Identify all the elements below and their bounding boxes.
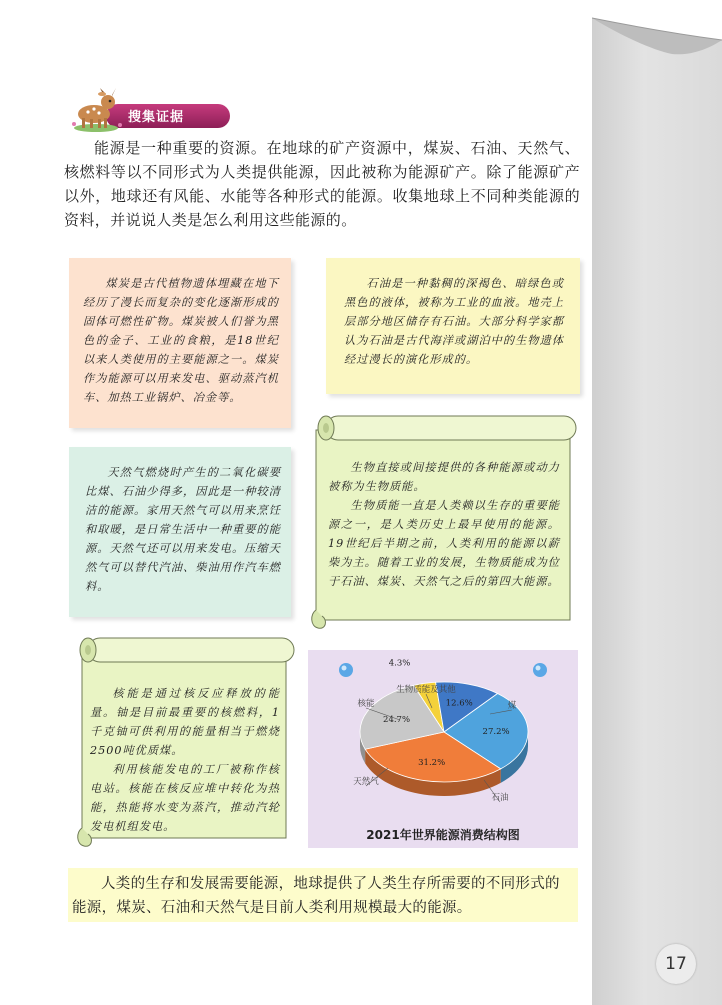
bubble-highlight-icon [342, 666, 347, 671]
pie-category-label: 生物质能及其他 [396, 685, 456, 695]
nuclear-text-1: 核能是通过核反应释放的能量。铀是目前最重要的核燃料，1千克铀可供利用的能量相当于燃烧2500吨优质煤。 [90, 687, 280, 757]
nuclear-note [90, 684, 280, 836]
coal-note [83, 274, 279, 407]
pie-category-label: 核能 [357, 699, 375, 709]
oil-text: 石油是一种黏稠的深褐色、暗绿色或黑色的液体，被称为工业的血液。地壳上层部分地区储存有石油。大部分科学家都认为石油是古代海洋或湖泊中的生物遗体经过漫长的演化形成的。 [344, 277, 564, 366]
pie-value-label: 4.3% [388, 658, 411, 669]
gas-text: 天然气燃烧时产生的二氧化碳要比煤、石油少得多，因此是一种较清洁的能源。家用天然气可以用来烹饪和取暖，是日常生活中一种重要的能源。天然气还可以用来发电。压缩天然气可以替代汽油、柴油用作汽车燃料。 [85, 466, 281, 593]
pie-chart [308, 650, 578, 826]
bubble-highlight-icon [536, 666, 541, 671]
pie-category-label: 煤 [507, 701, 517, 711]
pie-category-label: 石油 [491, 793, 509, 803]
biomass-text-2: 生物质能一直是人类赖以生存的重要能源之一，是人类历史上最早使用的能源。19世纪后半期之前，人类利用的能源以薪柴为主。随着工业的发展，生物质能成为位于石油、煤炭、天然气之后的第四大能源。 [328, 499, 560, 588]
coal-text: 煤炭是古代植物遗体埋藏在地下经历了漫长而复杂的变化逐渐形成的固体可燃性矿物。煤炭被人们誉为黑色的金子、工业的食粮，是18世纪以来人类使用的主要能源之一。煤炭作为能源可以用来发电、驱动蒸汽机车、加热工业锅炉、冶金等。 [83, 277, 279, 404]
nuclear-text-2: 利用核能发电的工厂被称作核电站。核能在核反应堆中转化为热能，热能将水变为蒸汽，推动汽轮发电机组发电。 [90, 763, 280, 833]
biomass-note [328, 458, 560, 591]
pie-value-label: 12.6% [445, 698, 473, 709]
page-number: 17 [656, 944, 696, 984]
nuclear-scroll [72, 636, 296, 848]
energy-chart [308, 650, 578, 848]
summary-box [68, 868, 578, 922]
pie-category-label: 天然气 [353, 777, 379, 787]
pie-value-label: 27.2% [482, 727, 510, 738]
bubble-icon [339, 663, 353, 677]
gas-note [85, 463, 281, 596]
page-edge-shade [592, 18, 722, 1005]
pie-value-label: 31.2% [418, 758, 446, 769]
oil-note [344, 274, 564, 369]
pie-value-label: 24.7% [383, 715, 411, 726]
oil-card [326, 258, 580, 394]
gas-card [69, 447, 291, 617]
section-title: 搜集证据 [128, 110, 185, 125]
intro-paragraph: 能源是一种重要的资源。在地球的矿产资源中，煤炭、石油、天然气、核燃料等以不同形式为人类提供能源，因此被称为能源矿产。除了能源矿产以外，地球还有风能、水能等各种形式的能源。收集地球上不同种类能源的资料，并说说人类是怎么利用这些能源的。 [64, 139, 580, 229]
biomass-scroll [306, 414, 580, 632]
biomass-text-1: 生物直接或间接提供的各种能源或动力被称为生物质能。 [328, 461, 560, 493]
bubble-icon [533, 663, 547, 677]
coal-card [69, 258, 291, 428]
page-curl-icon [592, 0, 722, 60]
chart-title: 2021年世界能源消费结构图 [366, 828, 520, 842]
summary-text: 人类的生存和发展需要能源，地球提供了人类生存所需要的不同形式的能源，煤炭、石油和天然气是目前人类利用规模最大的能源。 [72, 876, 560, 916]
section-header [66, 84, 226, 132]
deer-icon [66, 84, 128, 132]
